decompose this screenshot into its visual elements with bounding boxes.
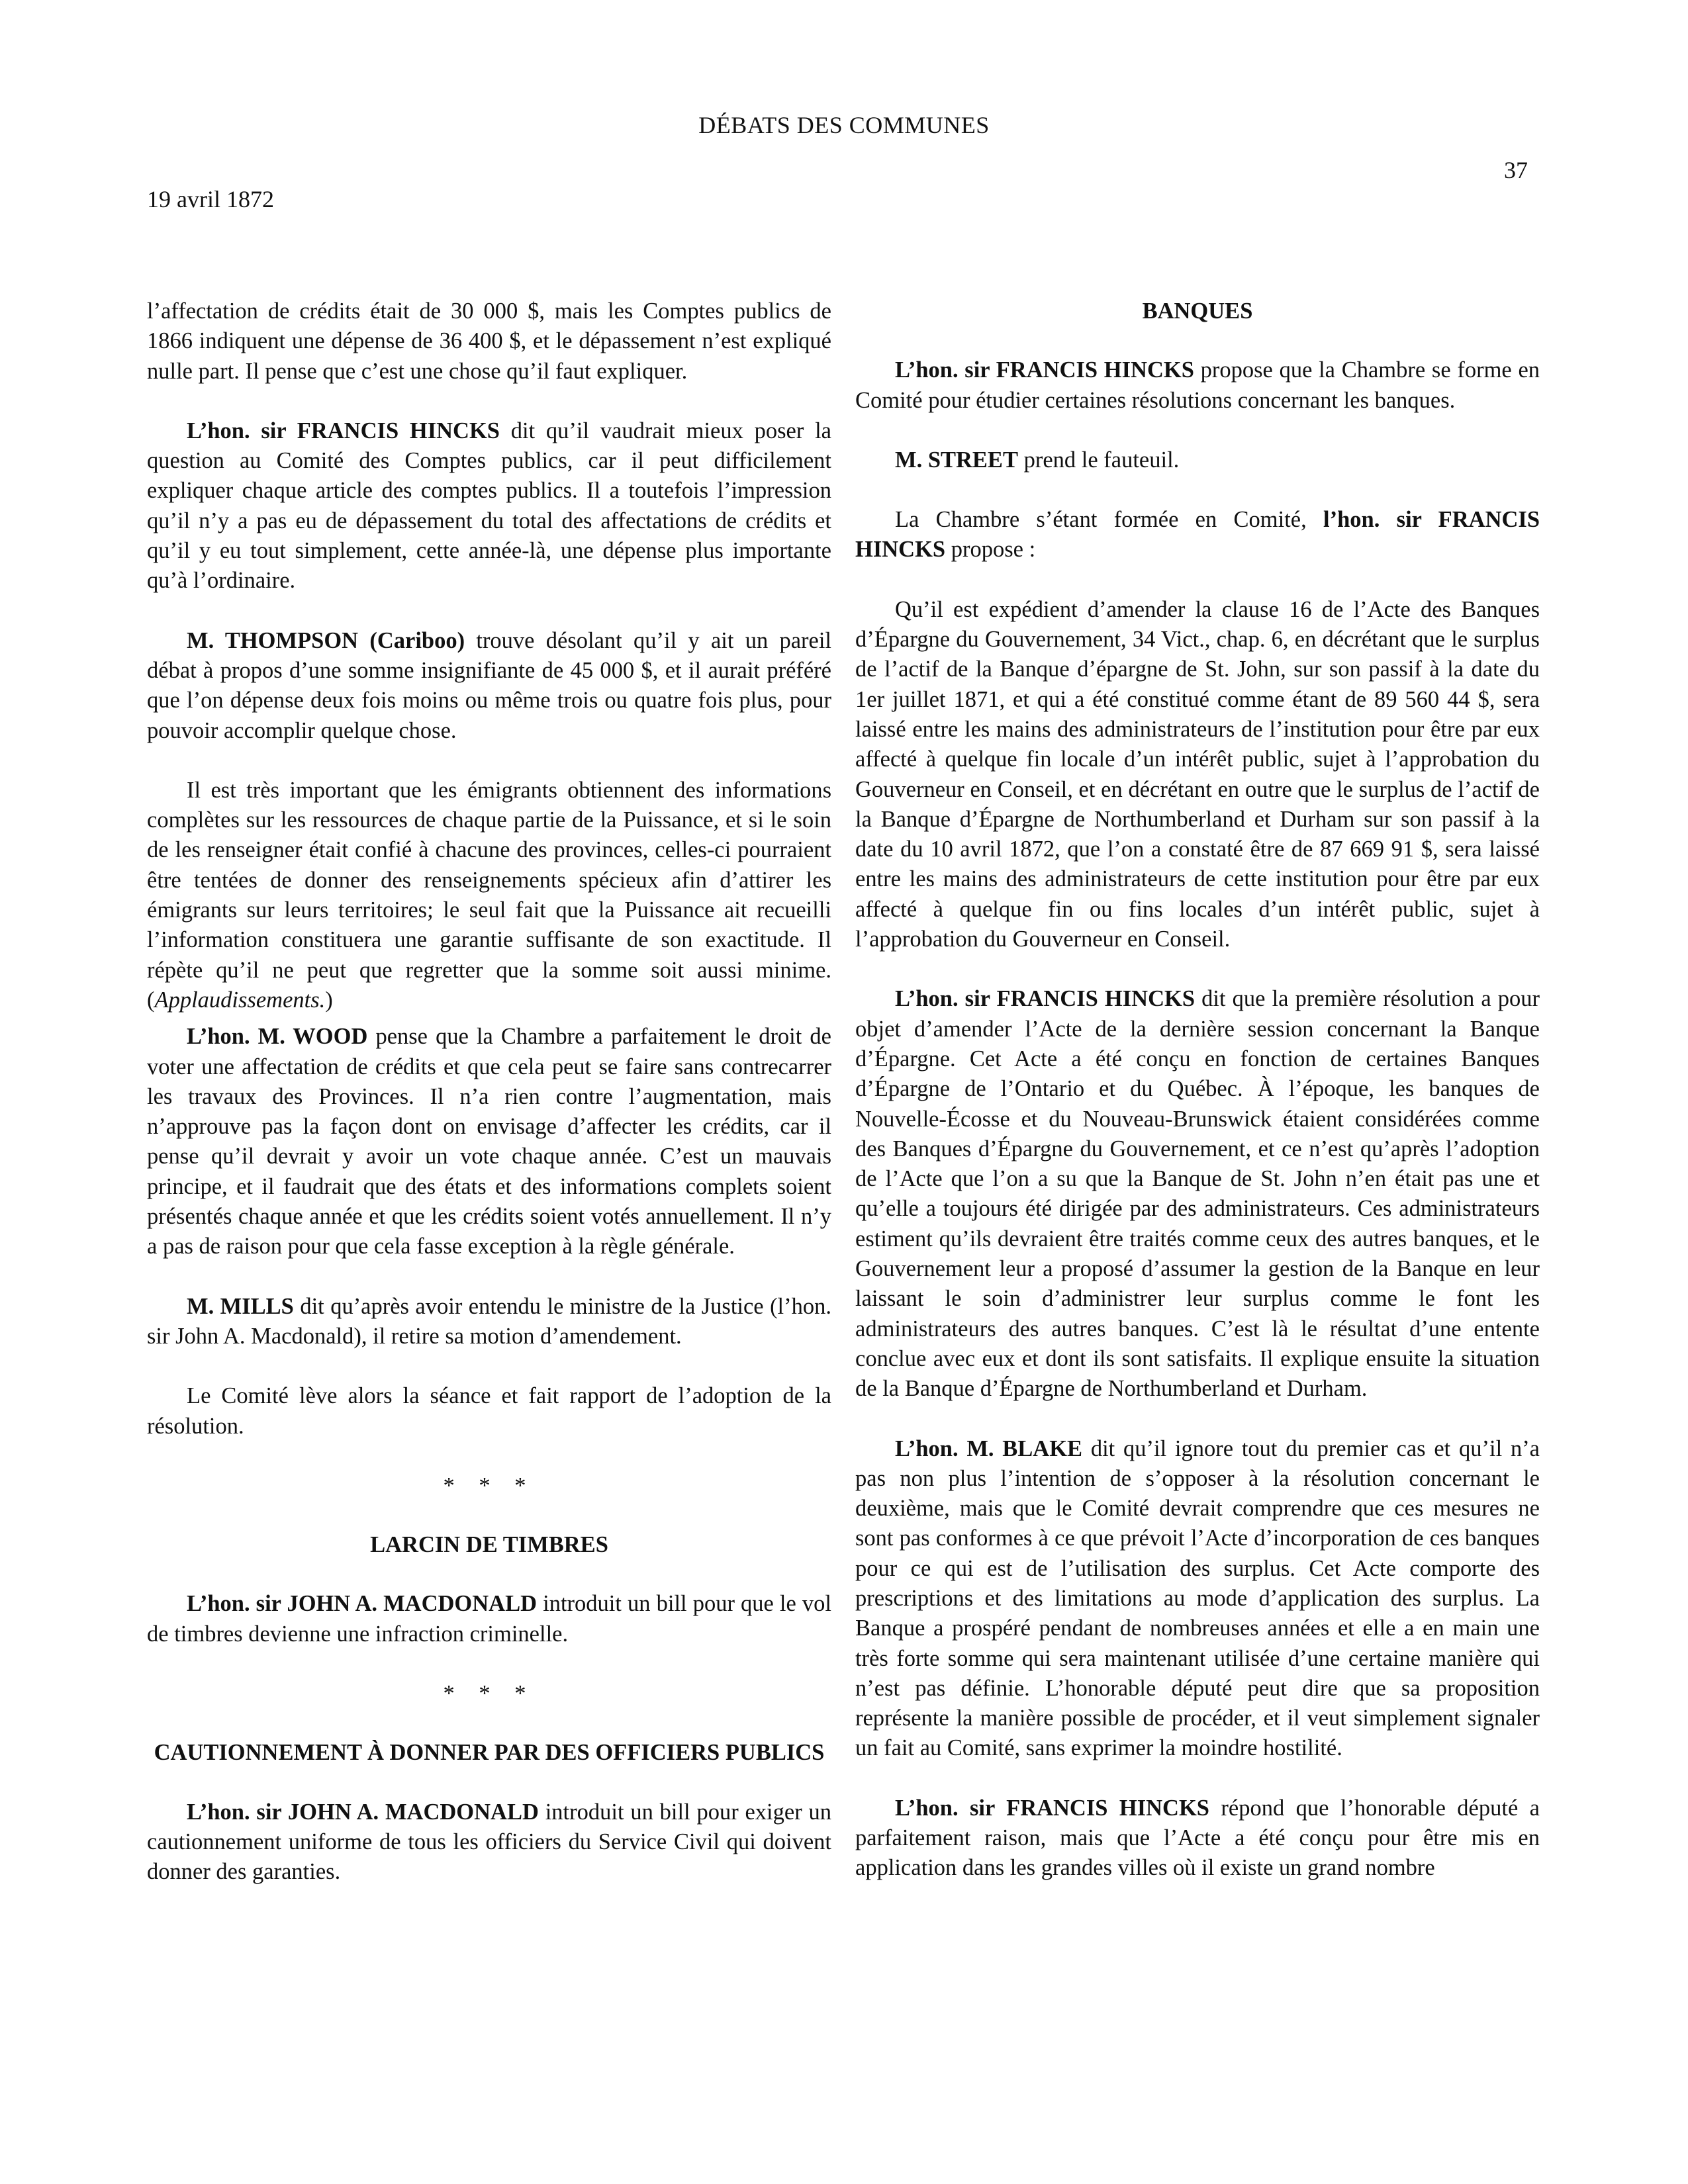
section-heading: CAUTIONNEMENT À DONNER PAR DES OFFICIERS PUBLICS (154, 1740, 825, 1766)
paragraph (855, 445, 1540, 475)
left-column (147, 296, 831, 1917)
section-heading: LARCIN DE TIMBRES (370, 1532, 608, 1558)
speaker-name: M. MILLS (187, 1293, 294, 1319)
speaker-name: l’hon. sir FRANCIS HINCKS (855, 507, 1540, 563)
paragraph (147, 1022, 831, 1261)
paragraph (147, 296, 831, 387)
right-column (855, 296, 1540, 1913)
page-date: 19 avril 1872 (147, 186, 274, 212)
paragraph (855, 1794, 1540, 1884)
speaker-name: L’hon. sir FRANCIS HINCKS (895, 986, 1196, 1012)
paragraph-text: Il est très important que les émigrants obtiennent des informations complètes sur les ressources de chaque partie de la Puissance, et si le soin de les renseigner était confié à chacune des provinces, celles-ci pourraient être tentées de donner des renseignements spécieux afin d’attirer les émigrants sur leurs territoires; le seul fait que la Puissance ait recueilli l’information constituera une garantie suffisante de son exactitude. Il répète qu’il ne peut que regretter que la somme soit aussi minime. ( (147, 777, 831, 1013)
paragraph-text: La Chambre s’étant formée en Comité, (895, 507, 1324, 533)
section-separator: * * * (443, 1473, 536, 1498)
paragraph-text: Le Comité lève alors la séance et fait rapport de l’adoption de la résolution. (147, 1383, 831, 1439)
running-head: DÉBATS DES COMMUNES (698, 112, 990, 138)
paragraph-text: ) (325, 987, 333, 1013)
paragraph-text: dit qu’il ignore tout du premier cas et qu’il n’a pas non plus l’intention de s’opposer à la résolution concernant le deuxième, mais que le Comité devrait comprendre que ces mesures ne sont pas conformes à ce que prévoit l’Acte d’incorporation de ces banques pour ce qui est de l’utilisation des surplus. Cet Acte comporte des prescriptions et des limitations au mode d’application des surplus. La Banque a prospéré pendant de nombreuses années et elle a en main une très forte somme qui sera maintenant utilisée d’une certaine manière qui n’est pas définie. L’honorable député peut dire que sa proposition représente la manière possible de procéder, et il veut simplement signaler un fait au Comité, sans exprimer la moindre hostilité. (855, 1435, 1540, 1761)
speaker-name: L’hon. M. WOOD (187, 1024, 368, 1050)
paragraph-text: dit que la première résolution a pour objet d’amender l’Acte de la dernière session concernant la Banque d’Épargne. Cet Acte a été conçu en fonction de certaines Banques d’Épargne de l’Ontario et du Québec. À l’époque, les banques de Nouvelle-Écosse et du Nouveau-Brunswick étaient considérées comme des Banques d’Épargne du Gouvernement, et ce n’est qu’après l’adoption de l’Acte que l’on a su que la Banque de St. John n’en était pas une et qu’elle a toujours été dirigée par des administrateurs. Ces administrateurs estiment qu’ils devraient être traités comme ceux des autres banques, et le Gouvernement leur a proposé d’assumer la gestion de la Banque en leur laissant le soin d’administrer leur surplus comme le font les administrateurs des autres banques. C’est là le résultat d’une entente conclue avec eux et dont ils sont satisfaits. Il explique ensuite la situation de la Banque d’Épargne de Northumberland et Durham. (855, 986, 1540, 1402)
resolution-text (855, 595, 1540, 955)
paragraph (855, 1434, 1540, 1764)
paragraph-text: introduit un bill pour que le vol de timbres devienne une infraction criminelle. (147, 1591, 832, 1647)
paragraph (147, 416, 831, 596)
speaker-name: M. STREET (895, 447, 1018, 473)
paragraph-text: propose : (945, 537, 1036, 563)
paragraph (147, 1797, 831, 1888)
paragraph (855, 505, 1540, 565)
speaker-name: L’hon. sir JOHN A. MACDONALD (187, 1591, 538, 1617)
paragraph-text: dit qu’après avoir entendu le ministre de la Justice (l’hon. sir John A. Macdonald), il retire sa motion d’amendement. (147, 1293, 832, 1349)
paragraph-text: pense que la Chambre a parfaitement le droit de voter une affectation de crédits et que cela peut se faire sans contrecarrer les travaux des Provinces. Il n’a rien contre l’augmentation, mais n’approuve pas la façon dont on envisage d’affecter les crédits, car il pense qu’il devrait y avoir un vote chaque année. C’est un mauvais principe, et il faudrait que des états et des informations complets soient présentés chaque année et que les crédits soient votés annuellement. Il n’y a pas de raison pour que cela fasse exception à la règle générale. (147, 1024, 831, 1259)
paragraph-text: répond que l’honorable député a parfaitement raison, mais que l’Acte a été conçu pour être mis en application dans les grandes villes où il existe un grand nombre (855, 1795, 1540, 1881)
paragraph-text: introduit un bill pour exiger un cautionnement uniforme de tous les officiers du Service Civil qui doivent donner des garanties. (147, 1799, 832, 1885)
speaker-name: M. THOMPSON (Cariboo) (187, 627, 465, 653)
paragraph (147, 1292, 831, 1352)
paragraph (855, 984, 1540, 1404)
paragraph (147, 1589, 831, 1649)
speaker-name: L’hon. sir FRANCIS HINCKS (187, 418, 500, 443)
paragraph (147, 776, 831, 1015)
paragraph-text: prend le fauteuil. (1017, 447, 1180, 473)
speaker-name: L’hon. sir FRANCIS HINCKS (895, 1795, 1209, 1821)
paragraph-text: l’affectation de crédits était de 30 000 $, mais les Comptes publics de 1866 indiquent une dépense de 36 400 $, et le dépassement n’est expliqué nulle part. Il pense que c’est une chose qu’il faut expliquer. (147, 298, 831, 384)
section-heading: BANQUES (1142, 298, 1253, 324)
paragraph-text: dit qu’il vaudrait mieux poser la question au Comité des Comptes publics, car il peut difficilement expliquer chaque article des comptes publics. Il a toutefois l’impression qu’il n’y a pas eu de dépassement du total des affectations de crédits et qu’il y eu tout simplement, cette année-là, une dépense plus importante qu’à l’ordinaire. (147, 418, 831, 594)
speaker-name: L’hon. M. BLAKE (895, 1435, 1083, 1461)
paragraph-text: Qu’il est expédient d’amender la clause 16 de l’Acte des Banques d’Épargne du Gouvernement, 34 Vict., chap. 6, en décrétant que le surplus de l’actif de la Banque d’épargne de St. John, sur son passif à la date du 1er juillet 1871, et qui a été constitué comme étant de 89 560 44 $, sera laissé entre les mains des administrateurs de l’institution pour être par eux affecté à quelque fin locale d’un intérêt public, sujet à l’approbation du Gouverneur en Conseil, et en décrétant en outre que le surplus de l’actif de la Banque d’Épargne de Northumberland et Durham sur son passif à la date du 10 avril 1872, que l’on a constaté être de 87 669 91 $, sera laissé entre les mains des administrateurs de cette institution pour être par eux affecté à quelque fin ou fins locales d’un intérêt public, sujet à l’approbation du Gouverneur en Conseil. (855, 596, 1540, 952)
speaker-name: L’hon. sir JOHN A. MACDONALD (187, 1799, 539, 1825)
section-separator: * * * (443, 1680, 536, 1706)
speaker-name: L’hon. sir FRANCIS HINCKS (895, 357, 1194, 383)
paragraph (855, 355, 1540, 416)
paragraph (147, 1381, 831, 1441)
paragraph-text: trouve désolant qu’il y ait un pareil débat à propos d’une somme insignifiante de 45 000 $, et il aurait préféré que l’on dépense deux fois moins ou même trois ou quatre fois plus, pour pouvoir accomplir quelque chose. (147, 627, 831, 743)
paragraph (147, 626, 831, 746)
paragraph-text: propose que la Chambre se forme en Comité pour étudier certaines résolutions concernant les banques. (855, 357, 1540, 413)
page-number: 37 (1504, 157, 1528, 183)
applause-note: Applaudissements. (154, 987, 326, 1013)
